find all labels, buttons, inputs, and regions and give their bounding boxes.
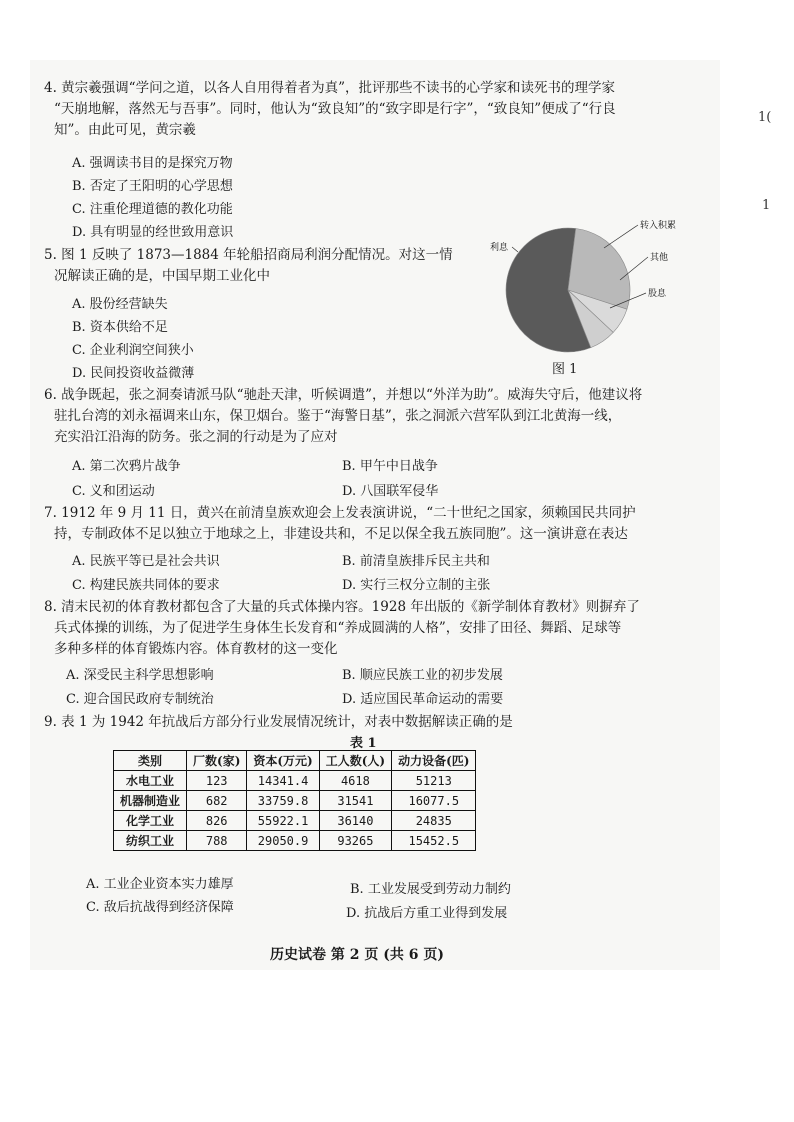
question-7 [44, 503, 684, 545]
q4-stem-line: “天崩地解，落然无与吾事”。同时，他认为“致良知”的“致字即是行字”，“致良知”便成了“行良 [54, 101, 616, 117]
q5-stem-line: 5. 图 1 反映了 1873—1884 年轮船招商局利润分配情况。对这一情 [44, 247, 453, 263]
table-cell: 31541 [319, 791, 391, 811]
q9-option-d: D. 抗战后方重工业得到发展 [346, 906, 508, 921]
table-cell: 123 [187, 771, 247, 791]
q8-option-c: C. 迎合国民政府专制统治 [66, 692, 214, 707]
q4-option-b: B. 否定了王阳明的心学思想 [72, 179, 233, 194]
table-header-cell: 动力设备(匹) [392, 751, 476, 771]
table-cell: 29050.9 [247, 831, 319, 851]
pie-leader-line [604, 225, 638, 248]
q6-option-b: B. 甲午中日战争 [342, 459, 438, 474]
table-cell: 4618 [319, 771, 391, 791]
q7-option-b: B. 前清皇族排斥民主共和 [342, 554, 490, 569]
q7-stem-line: 7. 1912 年 9 月 11 日，黄兴在前清皇族欢迎会上发表演讲说，“二十世纪之国家，须赖国民共同护 [44, 505, 636, 521]
table-cell: 机器制造业 [114, 791, 187, 811]
q5-option-d: D. 民间投资收益微薄 [72, 366, 195, 381]
q9-option-c: C. 敌后抗战得到经济保障 [86, 900, 234, 915]
q7-stem-line: 持，专制政体不足以独立于地球之上，非建设共和，不足以保全我五族同胞”。这一演讲意在表达 [54, 526, 628, 542]
table-row [114, 811, 476, 831]
q8-option-d: D. 适应国民革命运动的需要 [342, 692, 504, 707]
table-1-title: 表 1 [350, 736, 377, 751]
table-cell: 14341.4 [247, 771, 319, 791]
table-cell: 15452.5 [392, 831, 476, 851]
q6-option-a: A. 第二次鸦片战争 [72, 459, 181, 474]
table-cell: 化学工业 [114, 811, 187, 831]
q4-stem-line: 知”。由此可见，黄宗羲 [54, 122, 196, 138]
q9-stem-line: 9. 表 1 为 1942 年抗战后方部分行业发展情况统计，对表中数据解读正确的是 [44, 714, 513, 730]
pie-label: 转入积累 [640, 221, 677, 231]
table-cell: 24835 [392, 811, 476, 831]
page-footer: 历史试卷 第 2 页 (共 6 页) [270, 947, 444, 963]
table-cell: 16077.5 [392, 791, 476, 811]
q5-option-b: B. 资本供给不足 [72, 320, 168, 335]
table-header-cell: 类别 [114, 751, 187, 771]
q8-stem-line: 兵式体操的训练，为了促进学生身体生长发育和“养成圆满的人格”，安排了田径、舞蹈、足球等 [54, 620, 622, 636]
q6-stem-line: 充实沿江沿海的防务。张之洞的行动是为了应对 [54, 429, 338, 445]
q9-option-a: A. 工业企业资本实力雄厚 [86, 877, 234, 892]
question-4 [44, 78, 684, 141]
table-header-cell: 厂数(家) [187, 751, 247, 771]
table-cell: 93265 [319, 831, 391, 851]
table-cell: 33759.8 [247, 791, 319, 811]
q5-option-c: C. 企业利润空间狭小 [72, 343, 194, 358]
q4-option-d: D. 具有明显的经世致用意识 [72, 225, 234, 240]
q4-option-a: A. 强调读书目的是探究万物 [72, 156, 233, 171]
pie-leader-line [512, 247, 518, 252]
table-cell: 纺织工业 [114, 831, 187, 851]
question-9 [44, 712, 684, 733]
pie-label: 其他 [650, 253, 669, 263]
q8-option-a: A. 深受民主科学思想影响 [66, 668, 214, 683]
table-header-cell: 工人数(人) [319, 751, 391, 771]
q8-stem-line: 8. 清末民初的体育教材都包含了大量的兵式体操内容。1928 年出版的《新学制体育教材》则摒弃了 [44, 599, 640, 615]
table-row [114, 791, 476, 811]
figure-1-caption: 图 1 [552, 362, 578, 377]
table-1 [113, 750, 476, 851]
table-cell: 水电工业 [114, 771, 187, 791]
table-header-cell: 资本(万元) [247, 751, 319, 771]
table-cell: 826 [187, 811, 247, 831]
q6-stem-line: 6. 战争既起，张之洞奏请派马队“驰赴天津，听候调遣”，并想以“外洋为助”。威海失守后，他建议将 [44, 387, 643, 403]
q7-option-a: A. 民族平等已是社会共识 [72, 554, 220, 569]
figure-1-pie-chart [488, 220, 708, 370]
q4-option-c: C. 注重伦理道德的教化功能 [72, 202, 233, 217]
q5-option-a: A. 股份经营缺失 [72, 297, 168, 312]
q8-stem-line: 多种多样的体育锻炼内容。体育教材的这一变化 [54, 641, 338, 657]
question-6 [44, 385, 684, 448]
q8-option-b: B. 顺应民族工业的初步发展 [342, 668, 503, 683]
q5-stem-line: 况解读正确的是，中国早期工业化中 [54, 268, 270, 284]
table-row [114, 771, 476, 791]
table-cell: 51213 [392, 771, 476, 791]
pie-label: 股息 [648, 289, 667, 299]
table-row [114, 831, 476, 851]
pie-label: 利息 [490, 243, 509, 253]
q7-option-c: C. 构建民族共同体的要求 [72, 578, 220, 593]
q7-option-d: D. 实行三权分立制的主张 [342, 578, 491, 593]
table-cell: 36140 [319, 811, 391, 831]
pie-svg [488, 220, 708, 370]
table-cell: 788 [187, 831, 247, 851]
q4-stem-line: 4. 黄宗羲强调“学问之道，以各人自用得着者为真”，批评那些不读书的心学家和读死书的理学家 [44, 80, 615, 96]
q6-option-d: D. 八国联军侵华 [342, 484, 439, 499]
table-header-row [114, 751, 476, 771]
table-cell: 682 [187, 791, 247, 811]
q6-stem-line: 驻扎台湾的刘永福调来山东，保卫烟台。鉴于“海警日基”，张之洞派六营军队到江北黄海一线， [54, 408, 622, 424]
margin-mark: 1( [758, 110, 772, 125]
q6-option-c: C. 义和团运动 [72, 484, 155, 499]
table-cell: 55922.1 [247, 811, 319, 831]
margin-mark: 1 [762, 198, 771, 213]
question-8 [44, 597, 684, 660]
question-5 [44, 245, 494, 287]
q9-option-b: B. 工业发展受到劳动力制约 [350, 882, 511, 897]
